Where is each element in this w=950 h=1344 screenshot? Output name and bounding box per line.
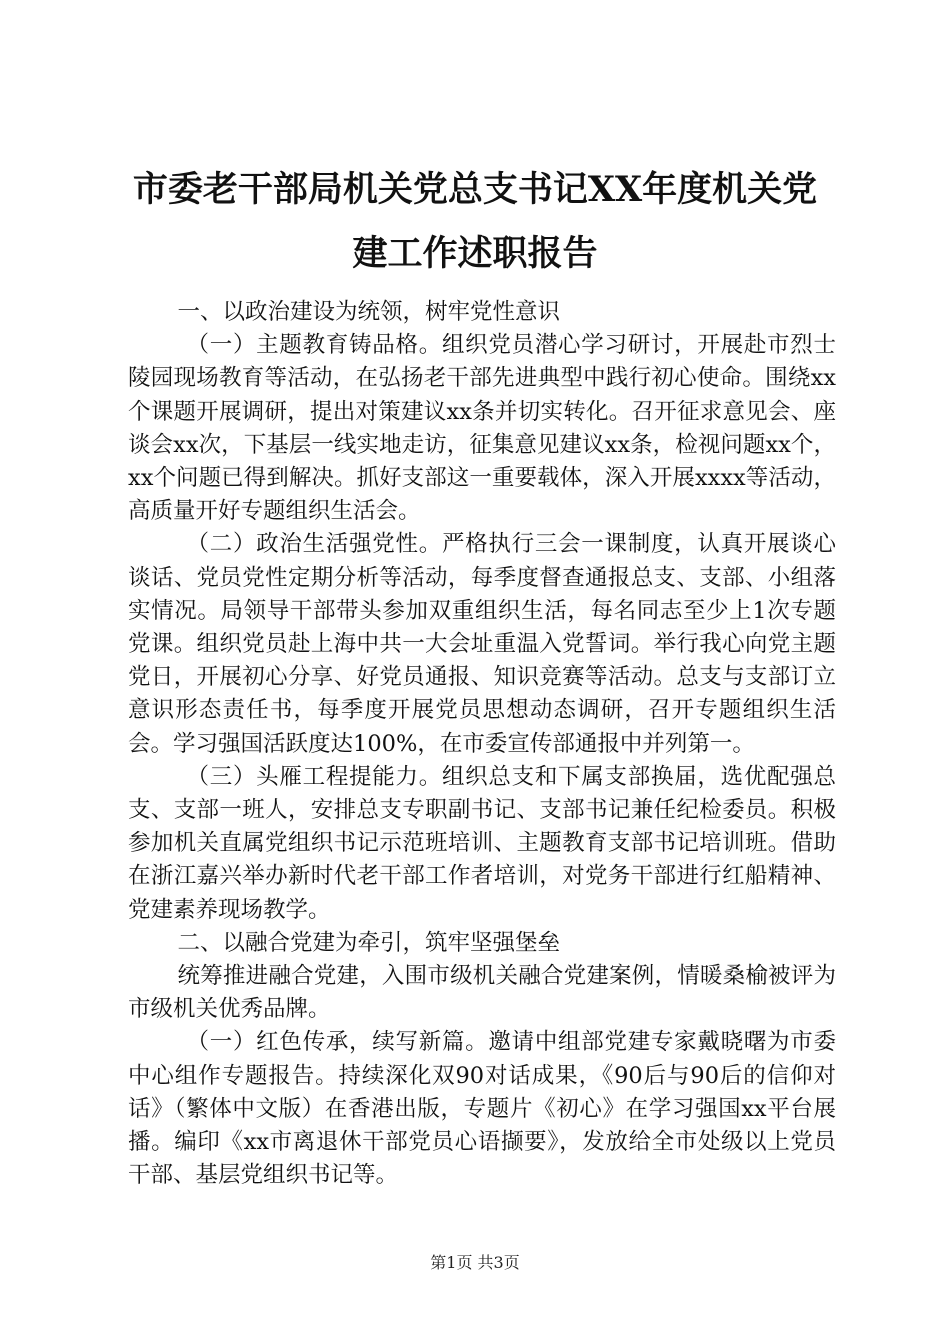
paragraph: （一）主题教育铸品格。组织党员潜心学习研讨，开展赴市烈士陵园现场教育等活动，在弘扬老干部先进典型中践行初心使命。围绕xx个课题开展调研，提出对策建议xx条并切实转化。召开征求意见会、座谈会xx次，下基层一线实地走访，征集意见建议xx条，检视问题xx个，xx个问题已得到解决。抓好支部这一重要载体，深入开展xxxx等活动，高质量开好专题组织生活会。 [128,332,836,525]
title-line-2: 建工作述职报告 [352,233,598,274]
page-footer: 第1页 共3页 [430,1253,520,1272]
paragraph: （一）红色传承，续写新篇。邀请中组部党建专家戴晓曙为市委中心组作专题报告。持续深化双90对话成果，《90后与90后的信仰对话》（繁体中文版）在香港出版，专题片《初心》在学习强国xx平台展播。编印《xx市离退休干部党员心语撷要》，发放给全市处级以上党员干部、基层党组织书记等。 [128,1029,836,1189]
paragraph: （三）头雁工程提能力。组织总支和下属支部换届，选优配强总支、支部一班人，安排总支专职副书记、支部书记兼任纪检委员。积极参加机关直属党组织书记示范班培训、主题教育支部书记培训班。借助在浙江嘉兴举办新时代老干部工作者培训，对党务干部进行红船精神、党建素养现场教学。 [128,763,836,923]
paragraph: （二）政治生活强党性。严格执行三会一课制度，认真开展谈心谈话、党员党性定期分析等活动，每季度督查通报总支、支部、小组落实情况。局领导干部带头参加双重组织生活，每名同志至少上1次专题党课。组织党员赴上海中共一大会址重温入党誓词。举行我心向党主题党日，开展初心分享、好党员通报、知识竞赛等活动。总支与支部订立意识形态责任书，每季度开展党员思想动态调研，召开专题组织生活会。学习强国活跃度达100%，在市委宣传部通报中并列第一。 [128,531,836,757]
document-body [128,296,836,1192]
document-title [100,158,850,286]
section-heading-1: 一、以政治建设为统领，树牢党性意识 [177,299,561,325]
section-heading-2: 二、以融合党建为牵引，筑牢坚强堡垒 [177,929,561,956]
paragraph: 统筹推进融合党建，入围市级机关融合党建案例，情暖桑榆被评为市级机关优秀品牌。 [128,963,836,1023]
title-line-1: 市委老干部局机关党总支书记XX年度机关党 [132,169,818,210]
